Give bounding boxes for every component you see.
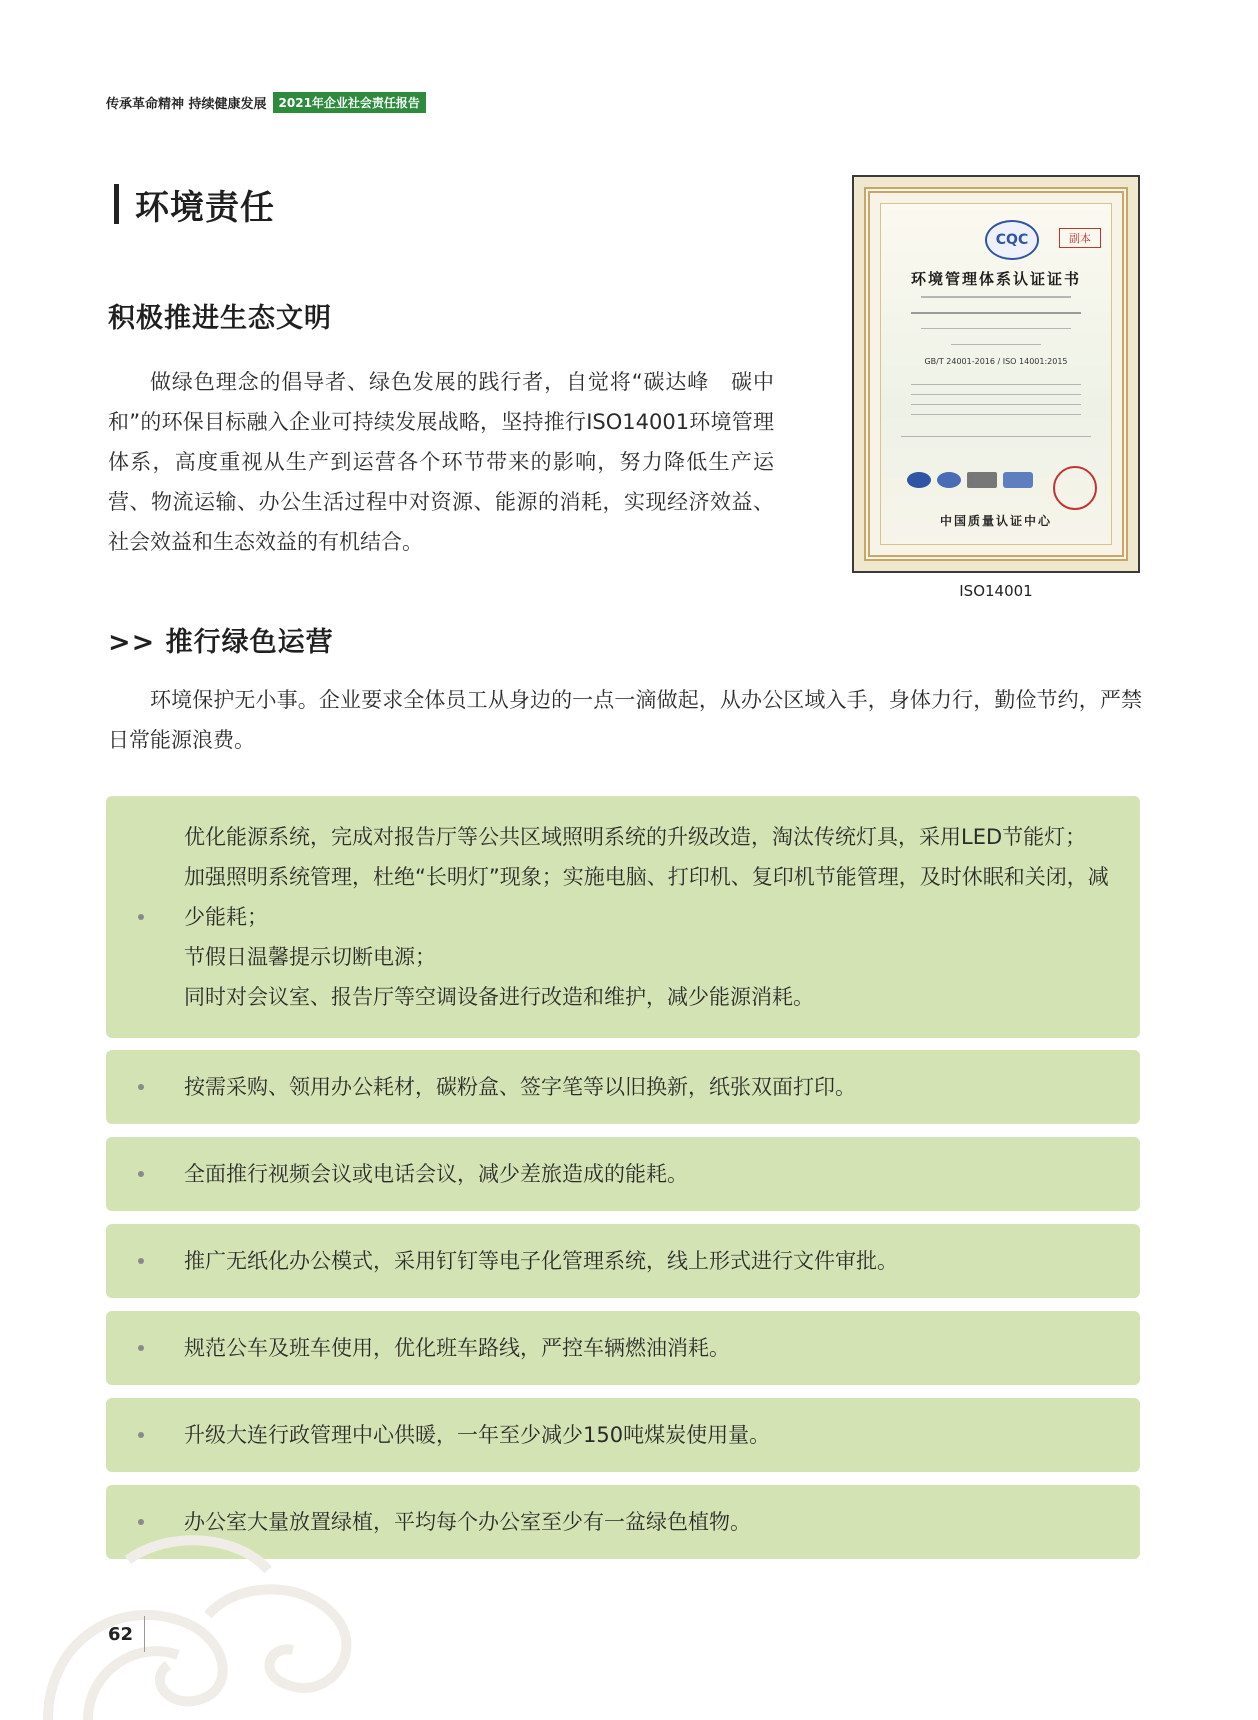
section-title [114,184,275,228]
measure-line: 节假日温馨提示切断电源； [184,945,436,969]
measure-box-vehicles [106,1311,1140,1385]
section-title-text: 环境责任 [135,187,275,228]
report-tag: 2021年企业社会责任报告 [273,92,426,113]
cnas-badge-icon [937,472,961,488]
measure-line: 少能耗； [184,905,268,929]
subsection-title-green-operations: >> 推行绿色运营 [108,627,334,658]
bullet-icon [138,1432,144,1438]
certificate-frame [864,187,1128,561]
iqnet-badge-icon [1003,472,1033,488]
page-header [106,92,426,113]
measure-line: 办公室大量放置绿植，平均每个办公室至少有一盆绿色植物。 [184,1510,751,1534]
measure-box-video-conference [106,1137,1140,1211]
subsection-title-ecology: 积极推进生态文明 [108,303,332,334]
iso14001-certificate-image [852,175,1140,573]
red-seal-icon [1053,466,1097,510]
title-bar [114,184,119,224]
accreditation-badges [907,472,1033,488]
bullet-icon [138,1345,144,1351]
cert-text-line [911,414,1081,415]
cert-text-line [921,328,1071,329]
certificate-paper [880,203,1112,545]
header-slogan: 传承革命精神 持续健康发展 [106,97,267,112]
cert-text-line [911,394,1081,395]
cert-text-line [911,404,1081,405]
cert-text-line [911,312,1081,314]
cert-text-line [921,296,1071,298]
certificate-standard: GB/T 24001-2016 / ISO 14001:2015 [924,357,1068,366]
measure-box-paperless [106,1224,1140,1298]
measure-line: 同时对会议室、报告厅等空调设备进行改造和维护，减少能源消耗。 [184,985,814,1009]
certificate-title: 环境管理体系认证证书 [910,270,1081,288]
cert-text-line [911,384,1081,385]
copy-stamp: 副本 [1059,228,1101,248]
measure-line: 推广无纸化办公模式，采用钉钉等电子化管理系统，线上形式进行文件审批。 [184,1249,898,1273]
cqc-logo: CQC [985,220,1039,260]
bullet-icon [138,1084,144,1090]
measure-lines [184,817,1109,1017]
bullet-icon [138,1171,144,1177]
measure-box-energy [106,796,1140,1038]
iaf-badge-icon [907,472,931,488]
ecology-paragraph: 做绿色理念的倡导者、绿色发展的践行者，自觉将“碳达峰 碳中和”的环保目标融入企业可持续发展战略，坚持推行ISO14001环境管理体系，高度重视从生产到运营各个环节带来的影响，努力降低生产运营、物流运输、办公生活过程中对资源、能源的消耗，实现经济效益、社会效益和生态效益的有机结合。 [108,370,774,554]
bullet-icon [138,1258,144,1264]
cert-text-line [901,436,1091,437]
bullet-icon [138,914,144,920]
signature-icon [967,472,997,488]
measure-line: 优化能源系统，完成对报告厅等公共区域照明系统的升级改造，淘汰传统灯具，采用LED节能灯； [184,825,1087,849]
measure-line: 升级大连行政管理中心供暖，一年至少减少150吨煤炭使用量。 [184,1423,771,1447]
measure-box-supplies [106,1050,1140,1124]
measure-line: 加强照明系统管理，杜绝“长明灯”现象；实施电脑、打印机、复印机节能管理，及时休眠和关闭，减 [184,865,1109,889]
cert-text-line [951,344,1041,345]
measure-line: 按需采购、领用办公耗材，碳粉盒、签字笔等以旧换新，纸张双面打印。 [184,1075,856,1099]
auspicious-cloud-decoration-icon [28,1520,368,1720]
green-operations-paragraph: 环境保护无小事。企业要求全体员工从身边的一点一滴做起，从办公区域入手，身体力行，勤俭节约，严禁日常能源浪费。 [108,688,1142,752]
certificate-caption: ISO14001 [959,582,1033,600]
measure-line: 规范公车及班车使用，优化班车路线，严控车辆燃油消耗。 [184,1336,730,1360]
measure-box-heating [106,1398,1140,1472]
page-number: 62 [108,1624,134,1645]
page-number-divider [144,1616,145,1652]
measure-line: 全面推行视频会议或电话会议，减少差旅造成的能耗。 [184,1162,688,1186]
certificate-issuer: 中国质量认证中心 [939,514,1052,528]
